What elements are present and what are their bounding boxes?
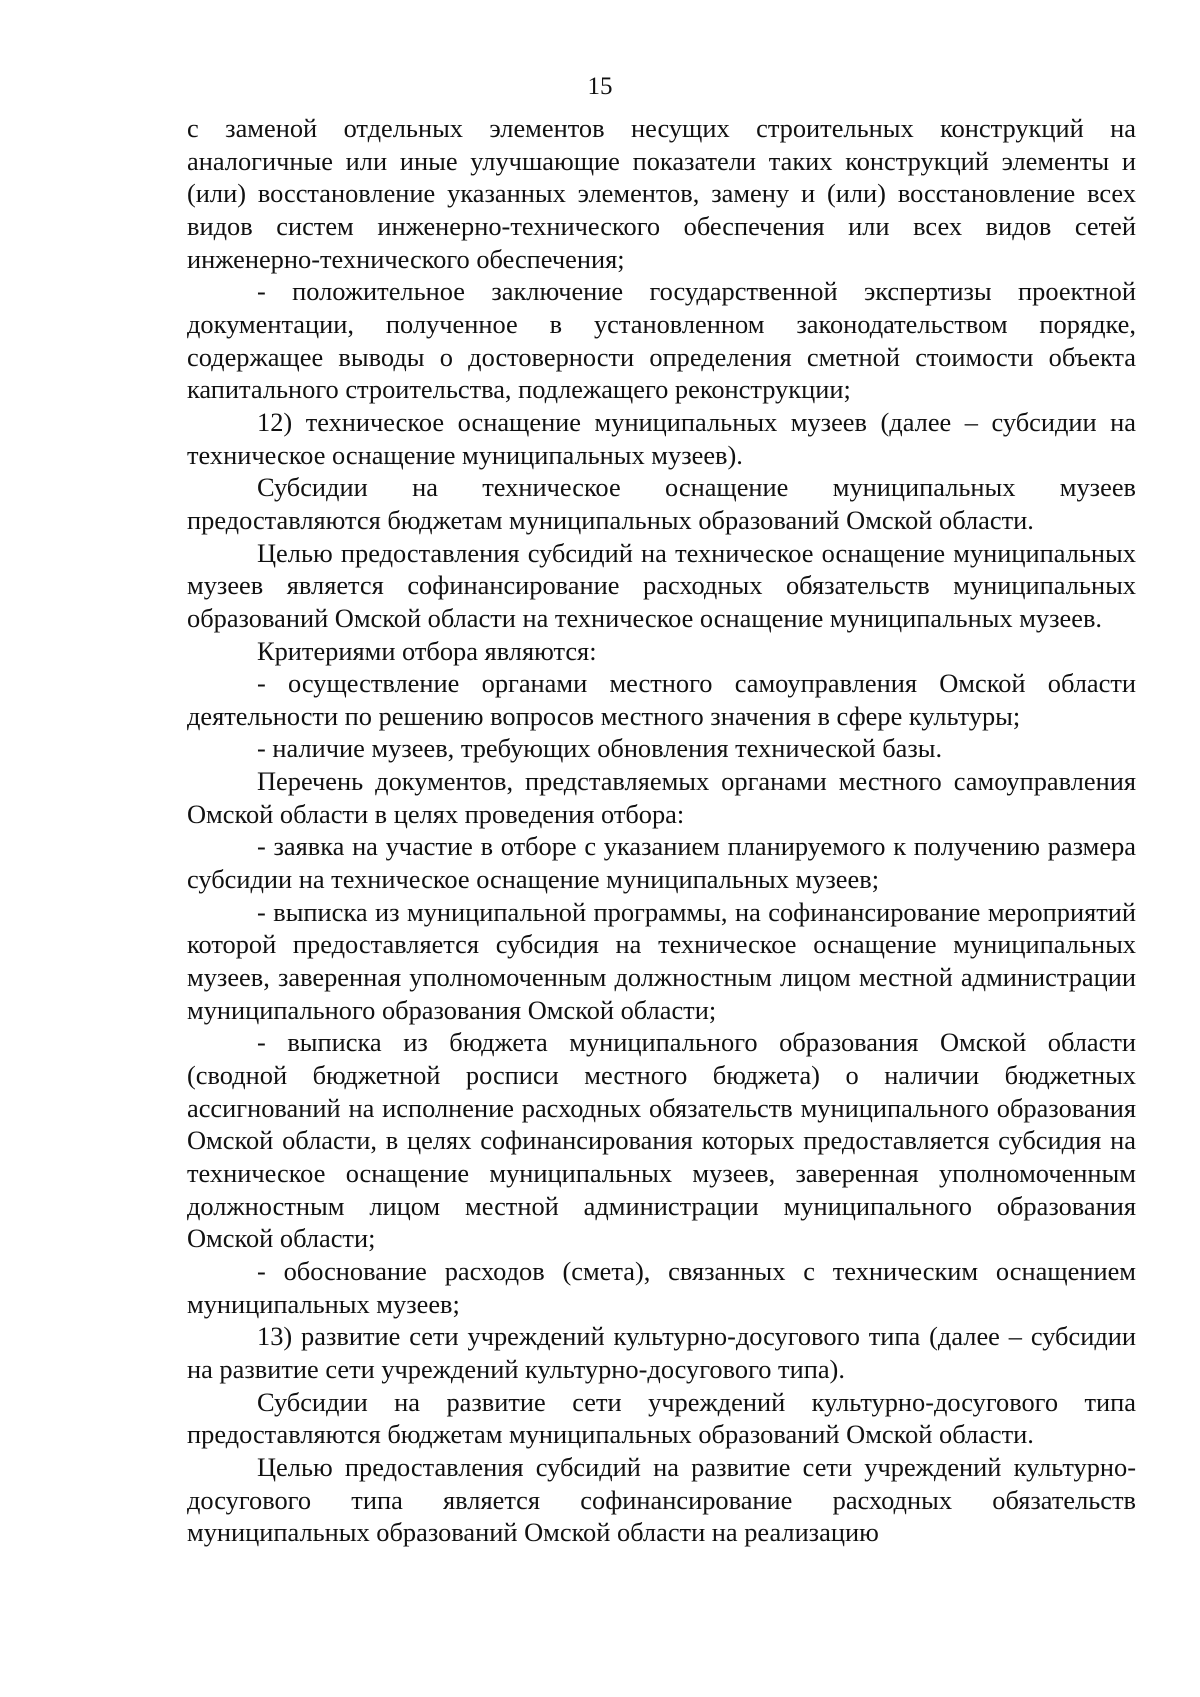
page-number: 15 (587, 73, 613, 100)
paragraph-document-application: - заявка на участие в отборе с указанием планируемого к получению размера субсидии на техническое оснащение муниципальных музеев; (187, 831, 1136, 895)
paragraph-expertise-conclusion: - положительное заключение государственной экспертизы проектной документации, полученное в установленном законодательством порядке, содержащее выводы о достоверности определения сметной стоимости объекта капитального строительства, подлежащего реконструкции; (187, 276, 1136, 405)
paragraph-cultural-subsidies-goal: Целью предоставления субсидий на развитие сети учреждений культурно-досугового типа является софинансирование расходных обязательств муниципальных образований Омской области на реализацию (187, 1451, 1136, 1548)
paragraph-document-budget-extract: - выписка из бюджета муниципального образования Омской области (сводной бюджетной росписи местного бюджета) о наличии бюджетных ассигнований на исполнение расходных обязательств муниципального образования Омской области, в целях софинансирования которых предоставляется субсидия на техническое оснащение муниципальных музеев, заверенная уполномоченным должностным лицом местной администрации муниципального образования Омской области; (187, 1027, 1136, 1254)
paragraph-item-13: 13) развитие сети учреждений культурно-досугового типа (далее – субсидии на развитие сети учреждений культурно-досугового типа). (187, 1321, 1136, 1384)
paragraph-documents-list-heading: Перечень документов, представляемых органами местного самоуправления Омской области в целях проведения отбора: (187, 766, 1136, 829)
paragraph-criterion-culture-activity: - осуществление органами местного самоуправления Омской области деятельности по решению вопросов местного значения в сфере культуры; (187, 668, 1136, 731)
document-body (187, 112, 1136, 1549)
paragraph-document-cost-estimate: - обоснование расходов (смета), связанных с техническим оснащением муниципальных музеев; (187, 1255, 1136, 1319)
paragraph-document-program-extract: - выписка из муниципальной программы, на софинансирование мероприятий которой предоставляется субсидия на техническое оснащение муниципальных музеев, заверенная уполномоченным должностным лицом местной администрации муниципального образования Омской области; (187, 896, 1136, 1025)
paragraph-cultural-subsidies-recipients: Субсидии на развитие сети учреждений культурно-досугового типа предоставляются бюджетам муниципальных образований Омской области. (187, 1386, 1136, 1450)
paragraph-criterion-museums: - наличие музеев, требующих обновления технической базы. (257, 733, 943, 764)
paragraph-museum-subsidies-recipients: Субсидии на техническое оснащение муниципальных музеев предоставляются бюджетам муниципальных образований Омской области. (187, 472, 1136, 535)
paragraph-item-12: 12) техническое оснащение муниципальных музеев (далее – субсидии на техническое оснащение муниципальных музеев). (187, 406, 1136, 470)
paragraph-museum-subsidies-goal: Целью предоставления субсидий на техническое оснащение муниципальных музеев является софинансирование расходных обязательств муниципальных образований Омской области на техническое оснащение муниципальных музеев. (187, 537, 1136, 633)
paragraph-selection-criteria-heading: Критериями отбора являются: (257, 635, 597, 666)
paragraph-continuation: с заменой отдельных элементов несущих строительных конструкций на аналогичные или иные улучшающие показатели таких конструкций элементы и (или) восстановление указанных элементов, замену и (или) восстановление всех видов систем инженерно-технического обеспечения или всех видов сетей инженерно-технического обеспечения; (187, 113, 1136, 274)
